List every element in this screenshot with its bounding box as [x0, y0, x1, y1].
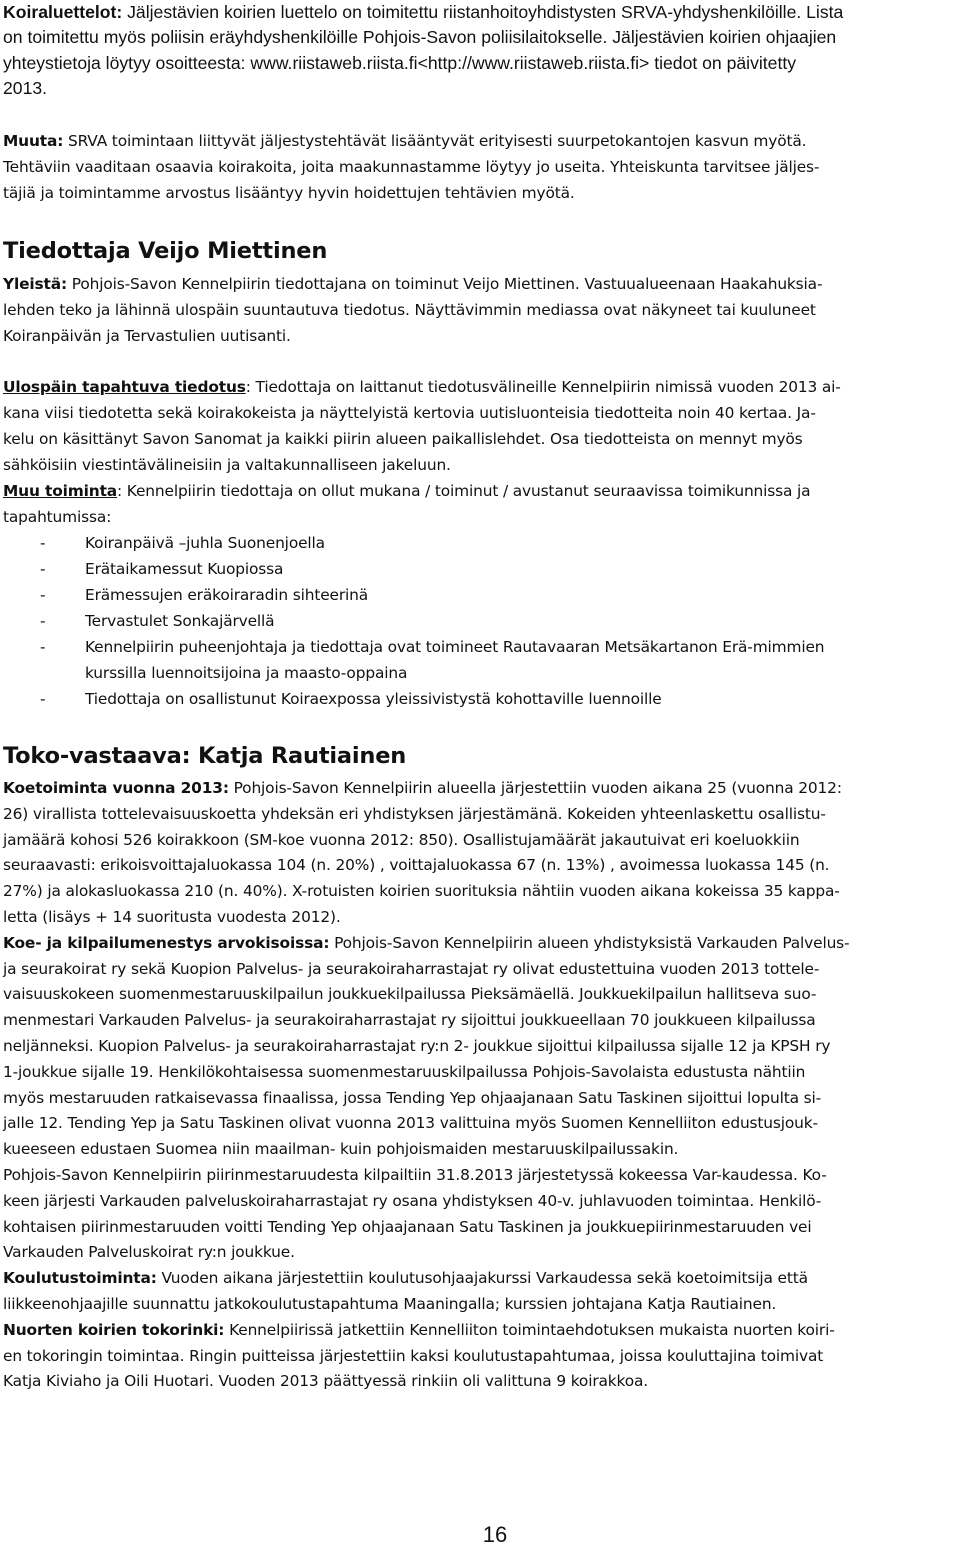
kilpailu-text: ja seurakoirat ry sekä Kuopion Palvelus- ja seurakoiraharrastajat ry olivat edustettuina vuoden 2013 tottele- [3, 959, 820, 978]
koulutus-text: liikkeenohjaajille suunnattu jatkokoulutustapahtuma Maaningalla; kurssien johtajana Katja Rautiainen. [3, 1294, 777, 1313]
toko-heading: Toko-vastaava: Katja Rautiainen [3, 743, 407, 769]
list-item [3, 608, 957, 634]
kilpailu-text: Pohjois-Savon Kennelpiirin alueen yhdistyksistä Varkauden Palvelus- [329, 933, 850, 952]
ulospain-label: Ulospäin tapahtuva tiedotus [3, 378, 246, 396]
kilpailu-text: kueeseen edustaen Suomea niin maailman- kuin pohjoismaiden mestaruuskilpailussakin. [3, 1140, 679, 1159]
list-item-text: Kennelpiirin puheenjohtaja ja tiedottaja ovat toimineet Rautavaaran Metsäkartanon Erä-mimmien [85, 638, 825, 656]
koiraluettelot-text: yhteystietoja löytyy osoitteesta: www.riistaweb.riista.fi<http://www.riistaweb.riista.fi> tiedot on päivitetty [3, 52, 797, 73]
koulutus-text: Vuoden aikana järjestettiin koulutusohjaajakurssi Varkaudessa sekä koetoimitsija että [156, 1269, 808, 1288]
list-item-text: Koiranpäivä –juhla Suonenjoella [85, 534, 325, 552]
nuorten-text: Kennelpiirissä jatkettiin Kennelliiton toimintaehdotuksen mukaista nuorten koiri- [224, 1320, 835, 1339]
koetoiminta-text: letta (lisäys + 14 suoritusta vuodesta 2012). [3, 907, 341, 926]
koiraluettelot-paragraph [3, 0, 953, 101]
kilpailu-text: neljänneksi. Kuopion Palvelus- ja seurakoiraharrastajat ry:n 2- joukkue sijoittui kilpailussa sijalle 12 ja KPSH ry [3, 1036, 831, 1055]
ulospain-text: kana viisi tiedotetta sekä koirakokeista ja näyttelyistä kertovia uutisluonteisia tiedotteita noin 40 kertaa. Ja- [3, 404, 816, 422]
list-item-text: Erämessujen eräkoiraradin sihteerinä [85, 586, 369, 604]
yleista-label: Yleistä: [3, 275, 67, 293]
kilpailu-text: kohtaisen piirinmestaruuden voitti Tending Yep ohjaajanaan Satu Taskinen ja joukkuepiirinmestaruuden vei [3, 1217, 812, 1236]
koiraluettelot-text: on toimitettu myös poliisin eräyhdyshenkilöille Pohjois-Savon poliisilaitokselle. Jäljestävien koirien ohjaajien [3, 27, 837, 48]
yleista-text: Pohjois-Savon Kennelpiirin tiedottajana on toiminut Veijo Miettinen. Vastuualueenaan Haakahuksia- [67, 275, 823, 293]
activity-list [3, 530, 957, 712]
list-dash: - [40, 690, 46, 708]
kilpailu-text: jalle 12. Tending Yep ja Satu Taskinen olivat vuonna 2013 valittuina myös Suomen Kennelliiton edustusjouk- [3, 1114, 818, 1133]
koiraluettelot-text: 2013. [3, 77, 48, 98]
tiedottaja-heading: Tiedottaja Veijo Miettinen [3, 238, 328, 264]
yleista-text: lehden teko ja lähinnä ulospäin suuntautuva tiedotus. Näyttävimmin mediassa ovat näkyneet tai kuuluneet [3, 301, 816, 319]
list-item-text: kurssilla luennoitsijoina ja maasto-oppaina [85, 664, 408, 682]
list-item [3, 686, 957, 712]
kilpailu-text: menmestari Varkauden Palvelus- ja seurakoiraharrastajat ry sijoittui joukkueellaan 70 joukkueen kilpailussa [3, 1011, 816, 1030]
koetoiminta-text: seuraavasti: erikoisvoittajaluokassa 104 (n. 20%) , voittajaluokassa 67 (n. 13%) , avoimessa luokassa 145 (n. [3, 856, 830, 875]
kilpailu-text: 1-joukkue sijalle 19. Henkilökohtaisessa suomenmestaruuskilpailussa Pohjois-Savolaista edustusta nähtiin [3, 1062, 806, 1081]
list-item [3, 582, 957, 608]
nuorten-text: en tokoringin toimintaa. Ringin puitteissa järjestettiin kaksi koulutustapahtumaa, joissa kouluttajina toimivat [3, 1346, 824, 1365]
list-dash: - [40, 638, 46, 656]
nuorten-label: Nuorten koirien tokorinki: [3, 1320, 225, 1339]
koetoiminta-text: 27%) ja alokasluokassa 210 (n. 40%). X-rotuisten koirien suorituksia nähtiin vuoden aikana kokeissa 35 kappa- [3, 882, 840, 901]
list-item [3, 530, 957, 556]
list-item [3, 634, 957, 686]
koetoiminta-text: 26) virallista tottelevaisuuskoetta yhdeksän eri yhdistyksen järjestämänä. Kokeiden yhteenlaskettu osallistu- [3, 804, 826, 823]
muuta-text: Tehtäviin vaaditaan osaavia koirakoita, joita maakunnastamme löytyy jo useita. Yhteiskunta tarvitsee jäljes- [3, 158, 820, 176]
kilpailu-text: keen järjesti Varkauden palveluskoiraharrastajat ry osana yhdistyksen 40-v. juhlavuoden toimintaa. Henkilö- [3, 1191, 822, 1210]
koetoiminta-text: jamäärä kohosi 526 koirakkoon (SM-koe vuonna 2012: 850). Osallistujamäärät jakautuivat eri koeluokkiin [3, 830, 800, 849]
list-dash: - [40, 612, 46, 630]
koetoiminta-label: Koetoiminta vuonna 2013: [3, 779, 229, 797]
list-item-text: Erätaikamessut Kuopiossa [85, 560, 284, 578]
muu-toiminta-text: tapahtumissa: [3, 508, 112, 526]
kilpailu-text: Varkauden Palveluskoirat ry:n joukkue. [3, 1243, 295, 1262]
muuta-label: Muuta: [3, 132, 64, 150]
list-dash: - [40, 560, 46, 578]
ulospain-paragraph [3, 374, 957, 530]
list-dash: - [40, 534, 46, 552]
list-item [3, 556, 957, 582]
toko-body [3, 776, 957, 1395]
muuta-text: täjiä ja toimintamme arvostus lisääntyy hyvin hoidettujen tehtävien myötä. [3, 184, 575, 202]
muu-toiminta-label: Muu toiminta [3, 482, 118, 500]
ulospain-text: sähköisiin viestintävälineisiin ja valtakunnalliseen jakeluun. [3, 456, 451, 474]
yleista-text: Koiranpäivän ja Tervastulien uutisanti. [3, 327, 291, 345]
ulospain-text: : Tiedottaja on laittanut tiedotusvälineille Kennelpiirin nimissä vuoden 2013 ai- [245, 378, 841, 396]
kilpailu-label: Koe- ja kilpailumenestys arvokisoissa: [3, 933, 330, 952]
koulutus-label: Koulutustoiminta: [3, 1269, 157, 1288]
muu-toiminta-text: : Kennelpiirin tiedottaja on ollut mukana / toiminut / avustanut seuraavissa toimikunnissa ja [117, 482, 811, 500]
muuta-paragraph [3, 128, 957, 206]
ulospain-text: kelu on käsittänyt Savon Sanomat ja kaikki piirin alueen paikallislehdet. Osa tiedotteista on mennyt myös [3, 430, 803, 448]
nuorten-text: Katja Kiviaho ja Oili Huotari. Vuoden 2013 päättyessä rinkiin oli valittuna 9 koirakkoa. [3, 1372, 649, 1391]
page-number: 16 [482, 1522, 508, 1547]
list-dash: - [40, 586, 46, 604]
koiraluettelot-text: Jäljestävien koirien luettelo on toimitettu riistanhoitoyhdistysten SRVA-yhdyshenkilöille. Lista [122, 2, 844, 22]
kilpailu-text: myös mestaruuden ratkaisevassa finaalissa, jossa Tending Yep ohjaajanaan Satu Taskinen sijoittui lopulta si- [3, 1088, 822, 1107]
kilpailu-text: vaisuuskokeen suomenmestaruuskilpailun joukkuekilpailussa Pieksämäellä. Joukkuekilpailun hallitseva suo- [3, 985, 817, 1004]
kilpailu-text: Pohjois-Savon Kennelpiirin piirinmestaruudesta kilpailtiin 31.8.2013 järjestetyssä kokeessa Var-kaudessa. Ko- [3, 1165, 827, 1184]
koetoiminta-text: Pohjois-Savon Kennelpiirin alueella järjestettiin vuoden aikana 25 (vuonna 2012: [228, 779, 842, 797]
yleista-paragraph [3, 271, 957, 349]
koiraluettelot-label: Koiraluettelot: [3, 2, 123, 22]
list-item-text: Tiedottaja on osallistunut Koiraexpossa yleissivistystä kohottaville luennoille [85, 690, 662, 708]
muuta-text: SRVA toimintaan liittyvät jäljestystehtävät lisääntyvät erityisesti suurpetokantojen kasvun myötä. [63, 132, 807, 150]
list-item-text: Tervastulet Sonkajärvellä [85, 612, 275, 630]
